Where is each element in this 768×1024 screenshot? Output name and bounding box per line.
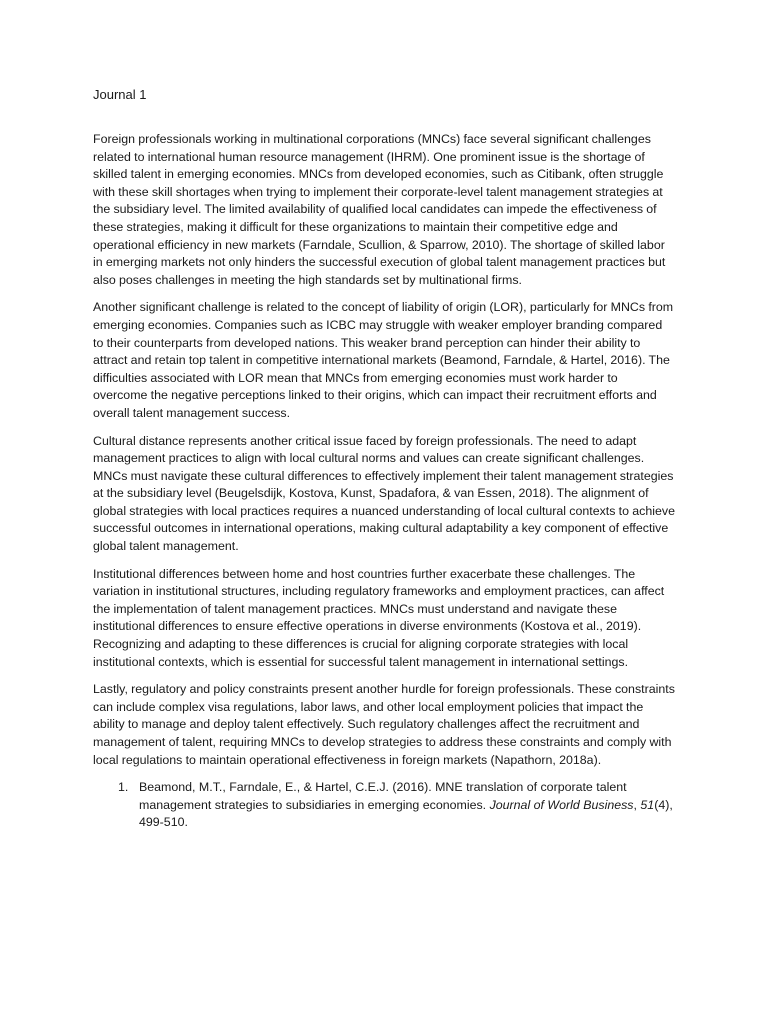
- reference-list: [93, 779, 675, 832]
- reference-item: [93, 779, 675, 832]
- paragraph-3: Cultural distance represents another critical issue faced by foreign professionals. The need to adapt management practices to align with local cultural norms and values can create significant challenges. MNCs must navigate these cultural differences to effectively implement their talent management strategies at the subsidiary level (Beugelsdijk, Kostova, Kunst, Spadafora, & van Essen, 2018). The alignment of global strategies with local practices requires a nuanced understanding of local cultural contexts to achieve successful outcomes in international operations, making cultural adaptability a key component of effective global talent management.: [93, 433, 675, 554]
- reference-authors-text: Beamond, M.T., Farndale, E., & Hartel, C.E.J. (2016). MNE translation of corporate talent management strategies to subsidiaries in emerging economies.: [139, 780, 627, 812]
- journal-title: Journal 1: [93, 87, 147, 102]
- reference-number: 1.: [118, 780, 129, 795]
- document-page: [93, 86, 675, 832]
- reference-issue-pages: (4), 499-510.: [139, 797, 673, 830]
- paragraph-5: Lastly, regulatory and policy constraints present another hurdle for foreign professionals. These constraints can include complex visa regulations, labor laws, and other local employment policies that impact the ability to manage and deploy talent effectively. Such regulatory challenges affect the recruitment and management of talent, requiring MNCs to develop strategies to address these constraints and comply with local regulations to maintain operational effectiveness in foreign markets (Napathorn, 2018a).: [93, 682, 675, 767]
- reference-separator: ,: [633, 797, 641, 812]
- reference-volume: 51: [640, 797, 655, 812]
- paragraph-1: Foreign professionals working in multinational corporations (MNCs) face several significant challenges related to international human resource management (IHRM). One prominent issue is the shortage of skilled talent in emerging economies. MNCs from developed economies, such as Citibank, often struggle with these skill shortages when trying to implement their corporate-level talent management strategies at the subsidiary level. The limited availability of qualified local candidates can impede the effectiveness of these strategies, making it difficult for these organizations to maintain their competitive edge and operational efficiency in new markets (Farndale, Scullion, & Sparrow, 2010). The shortage of skilled labor in emerging markets not only hinders the successful execution of global talent management practices but also poses challenges in meeting the high standards set by multinational firms.: [93, 132, 666, 287]
- reference-journal: Journal of World Business: [489, 797, 634, 812]
- paragraph-2: Another significant challenge is related to the concept of liability of origin (LOR), particularly for MNCs from emerging economies. Companies such as ICBC may struggle with weaker employer branding compared to their counterparts from developed nations. This weaker brand perception can hinder their ability to attract and retain top talent in competitive international markets (Beamond, Farndale, & Hartel, 2016). The difficulties associated with LOR mean that MNCs from emerging economies must work harder to overcome the negative perceptions linked to their origins, which can impact their recruitment efforts and overall talent management success.: [93, 300, 674, 420]
- paragraph-4: Institutional differences between home and host countries further exacerbate these challenges. The variation in institutional structures, including regulatory frameworks and employment practices, can affect the implementation of talent management practices. MNCs must understand and navigate these institutional differences to ensure effective operations in diverse environments (Kostova et al., 2019). Recognizing and adapting to these differences is crucial for aligning corporate strategies with local institutional contexts, which is essential for successful talent management in international settings.: [93, 566, 665, 669]
